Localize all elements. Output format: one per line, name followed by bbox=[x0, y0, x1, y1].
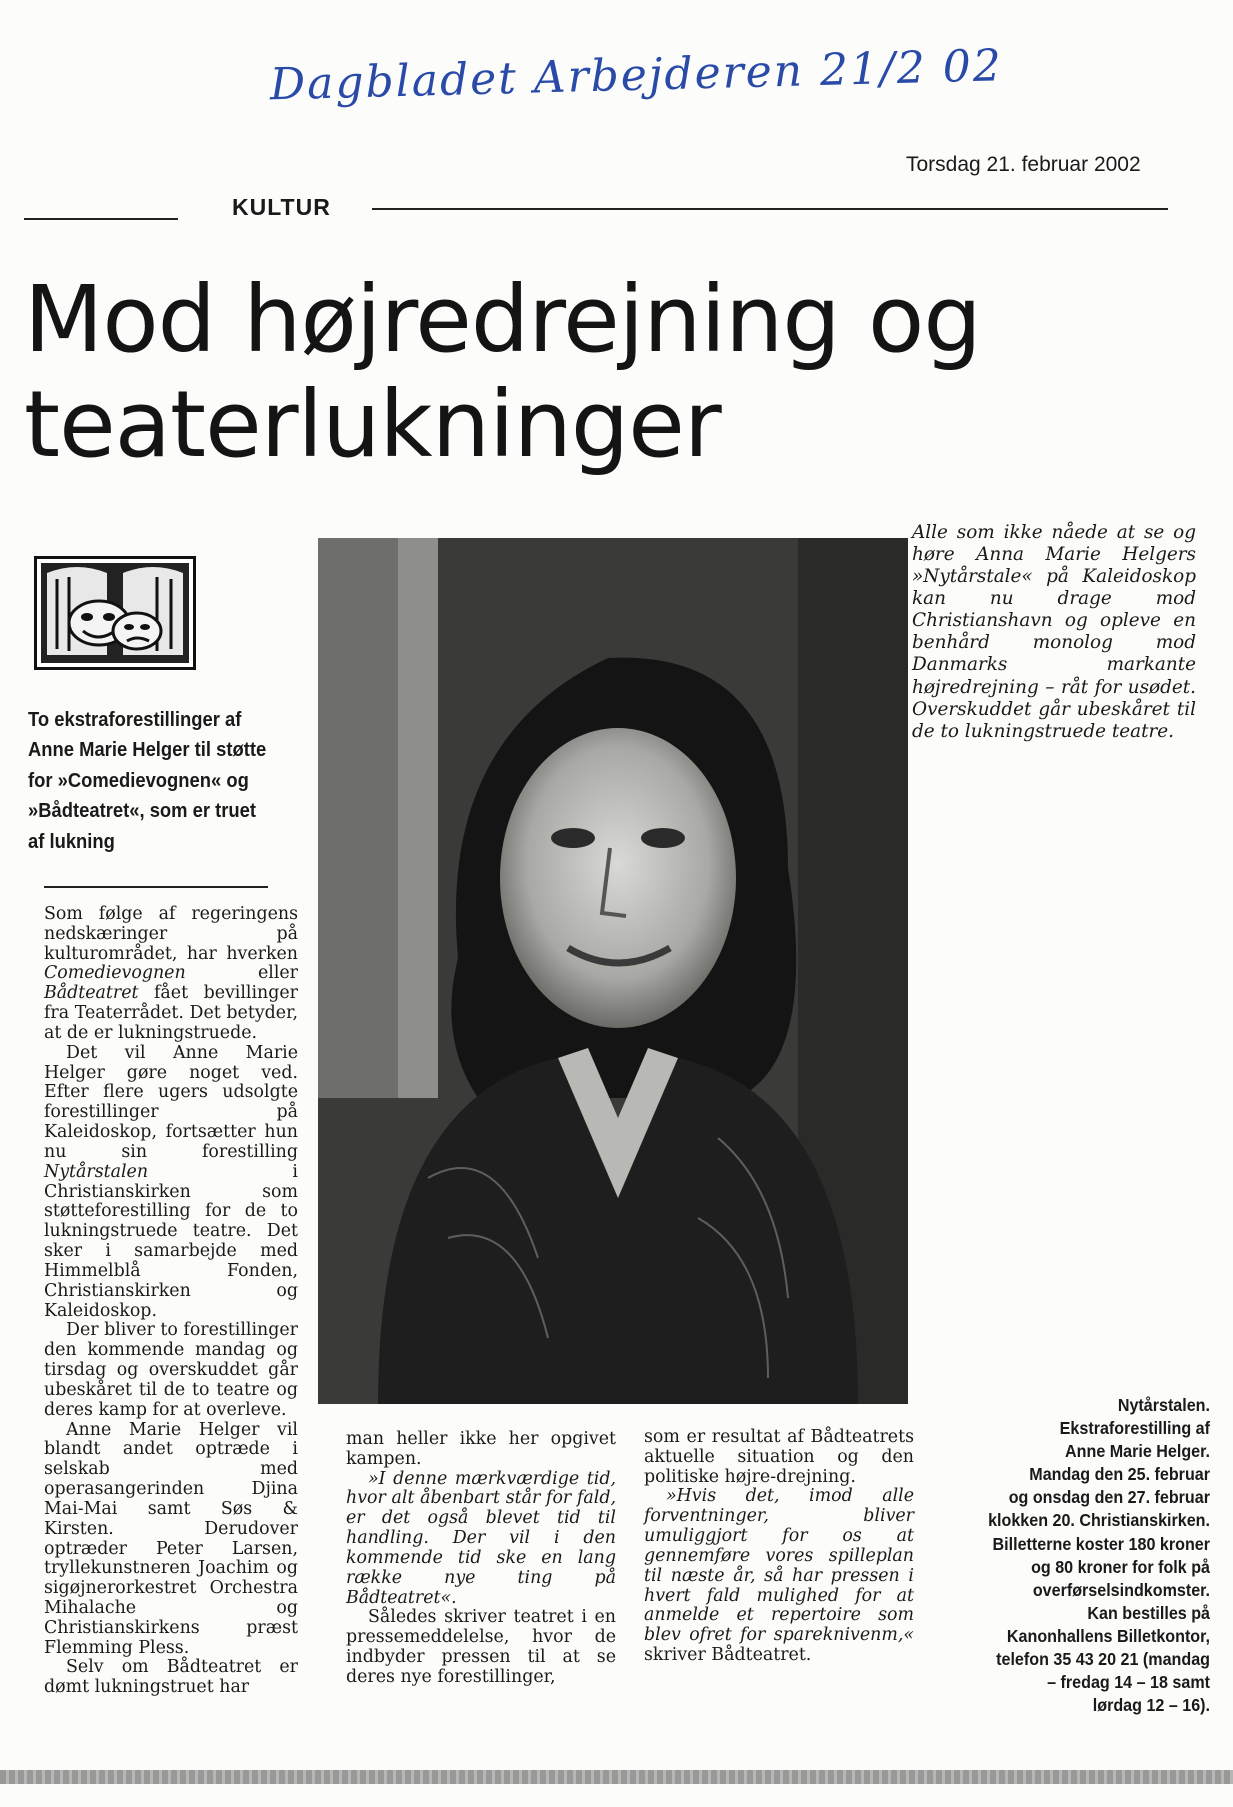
deck-rule bbox=[44, 886, 268, 888]
body-column-2 bbox=[346, 1430, 616, 1688]
info-line: Mandag den 25. februar bbox=[1029, 1464, 1210, 1485]
info-line: Anne Marie Helger. bbox=[1065, 1441, 1210, 1462]
info-line: Kan bestilles på bbox=[1087, 1602, 1210, 1623]
body-paragraph: Således skriver teatret i en pressemeddelelse, hvor de indbyder pressen til at se deres nye forestillinger, bbox=[346, 1607, 616, 1687]
body-paragraph: »I denne mærkværdige tid, hvor alt åbenbart står for fald, er det også blevet tid til handling. Der vil i den kommende tid ske en lang række nye ting på Bådteatret«. bbox=[346, 1468, 616, 1608]
photo-caption: Alle som ikke nåede at se og høre Anna Marie Helgers »Nytårstale« på Kaleidoskop kan nu drage mod Christianshavn og opleve en benhård monolog mod Danmarks markante højredrejning – råt for usødet. Overskuddet går ubeskåret til de to lukningstruede teatre. bbox=[912, 522, 1196, 742]
info-line: Ekstraforestilling af bbox=[1059, 1418, 1210, 1439]
body-column-1 bbox=[44, 905, 298, 1698]
body-column-3 bbox=[644, 1428, 914, 1666]
info-line: – fredag 14 – 18 samt bbox=[1047, 1672, 1210, 1693]
info-line: Kanonhallens Billetkontor, bbox=[1006, 1625, 1210, 1646]
body-paragraph: »Hvis det, imod alle forventninger, bliver umuliggjort for os at gennemføre vores spilleplan til næste år, så har pressen i hvert fald mulighed for at anmelde et repertoire som blev ofret for spareknivenm,« skriver Bådteatret. bbox=[644, 1486, 914, 1666]
body-paragraph: man heller ikke her opgivet kampen. bbox=[346, 1429, 616, 1469]
body-paragraph: som er resultat af Bådteatrets aktuelle situation og den politiske højre-drejning. bbox=[644, 1427, 914, 1487]
body-paragraph: Anne Marie Helger vil blandt andet optræde i selskab med operasangerinden Djina Mai-Mai samt Søs & Kirsten. Derudover optræder Peter Larsen, tryllekunstneren Joachim og sigøjnerorkestret Orchestra Mihalache og Christianskirkens præst Flemming Pless. bbox=[44, 1419, 298, 1658]
issue-date: Torsdag 21. februar 2002 bbox=[906, 153, 1141, 176]
info-line: Billetterne koster 180 kroner bbox=[992, 1533, 1210, 1554]
body-paragraph: Som følge af regeringens nedskæringer på kulturområdet, har hverken Comedievognen eller Bådteatret fået bevillinger fra Teaterrådet. Det betyder, at de er lukningstruede. bbox=[44, 904, 298, 1043]
info-line: klokken 20. Christianskirken. bbox=[988, 1510, 1210, 1531]
article-deck: To ekstraforestillinger af Anne Marie Helger til støtte for »Comedievognen« og »Bådteatret«, som er truet af lukning bbox=[28, 709, 267, 853]
info-line: telefon 35 43 20 21 (mandag bbox=[996, 1649, 1210, 1670]
info-line: og 80 kroner for folk på bbox=[1031, 1556, 1210, 1577]
body-paragraph: Der bliver to forestillinger den kommende mandag og tirsdag og overskuddet går ubeskåret til de to teatre og deres kamp for at overleve. bbox=[44, 1320, 298, 1420]
body-paragraph: Det vil Anne Marie Helger gøre noget ved. Efter flere ugers udsolgte forestillinger på Kaleidoskop, fortsætter hun nu sin forestilling Nytårstalen i Christianskirken som støtteforestilling for de to lukningstruede teatre. Det sker i samarbejde med Himmelblå Fonden, Christianskirken og Kaleidoskop. bbox=[44, 1042, 298, 1321]
body-paragraph: Selv om Bådteatret er dømt lukningstruet har bbox=[44, 1657, 298, 1698]
portrait-photo bbox=[318, 538, 908, 1404]
info-line: lørdag 12 – 16). bbox=[1092, 1695, 1210, 1716]
handwritten-note: Dagbladet Arbejderen 21/2 02 bbox=[269, 40, 1004, 111]
theater-masks-logo bbox=[34, 556, 196, 670]
scan-edge bbox=[0, 1770, 1233, 1784]
section-label: KULTUR bbox=[232, 194, 331, 220]
event-info-box bbox=[962, 1394, 1210, 1717]
info-line: Nytårstalen. bbox=[1117, 1395, 1210, 1415]
info-line: overførselsindkomster. bbox=[1032, 1579, 1210, 1600]
header-rule-right bbox=[372, 208, 1168, 210]
header-rule-left bbox=[24, 218, 178, 220]
info-line: og onsdag den 27. februar bbox=[1008, 1487, 1210, 1508]
headline: Mod højredrejning og teaterlukninger bbox=[24, 266, 981, 478]
